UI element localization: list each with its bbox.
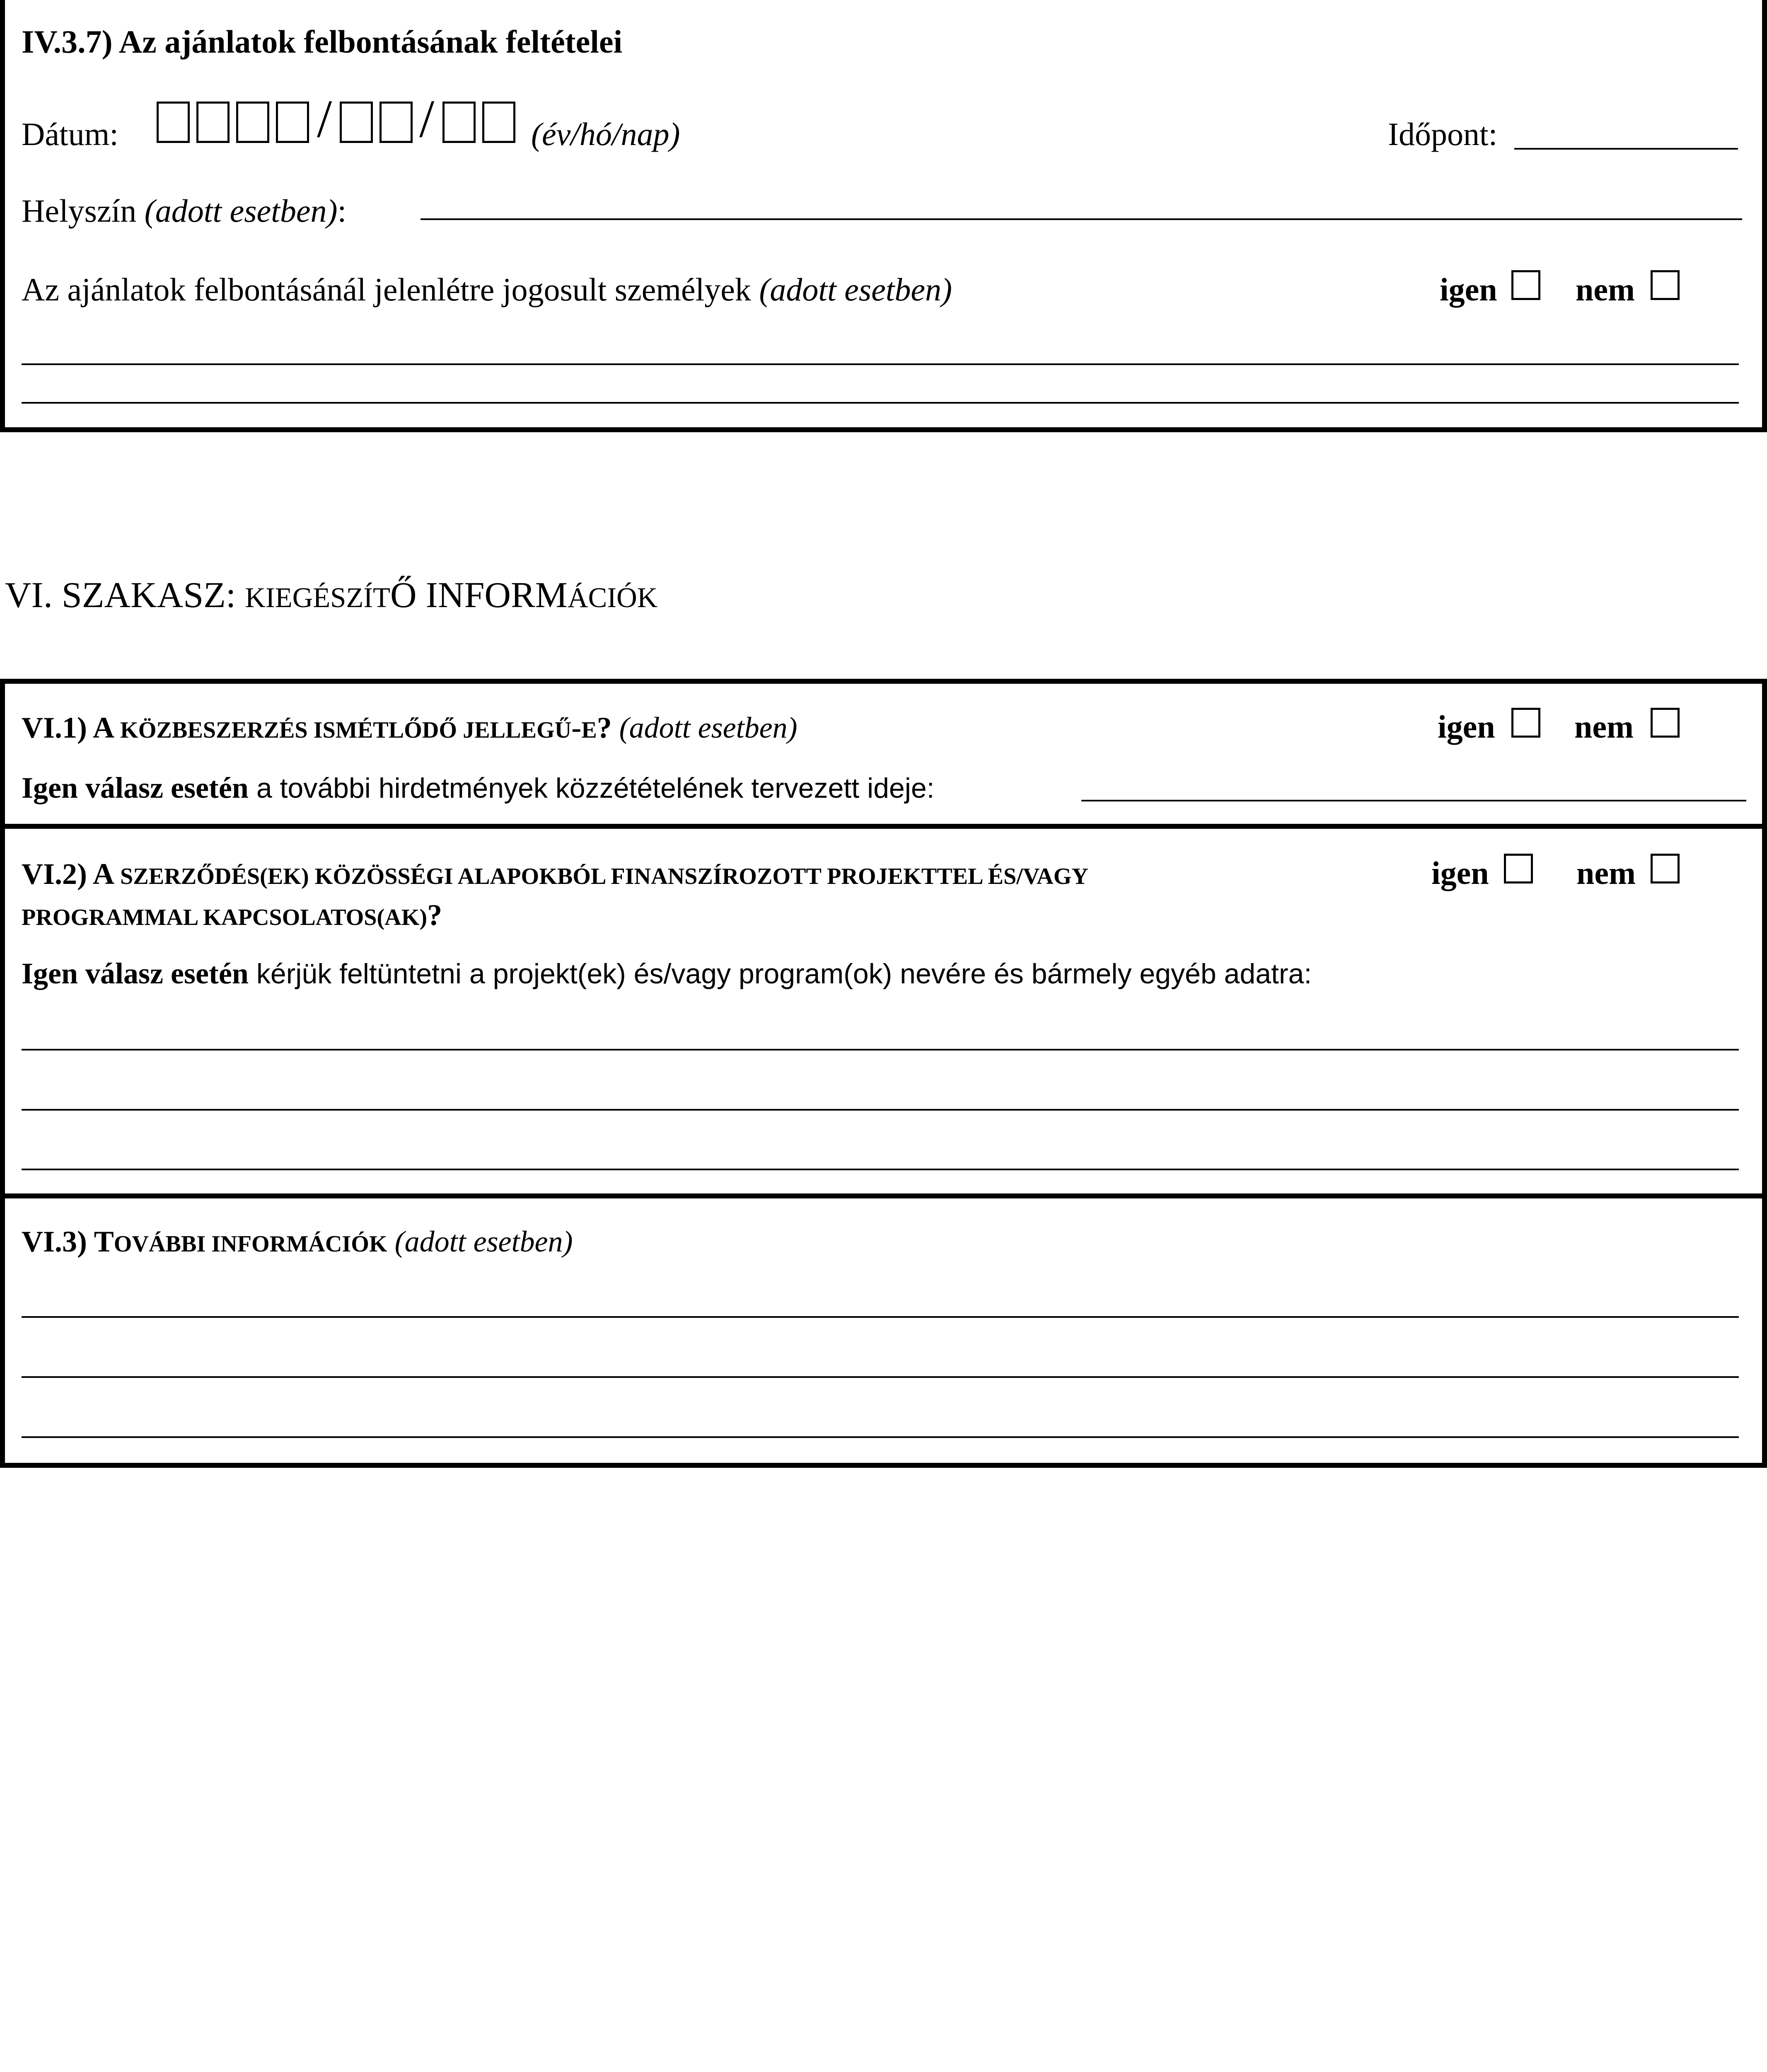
date-year-digit-4[interactable] — [276, 102, 309, 143]
persons-no-label: nem — [1576, 271, 1635, 307]
vi1-no-label: nem — [1574, 709, 1634, 745]
date-year-digit-1[interactable] — [157, 102, 190, 143]
vi2-input-line-2[interactable] — [22, 1109, 1739, 1111]
vi2-title-line-2: PROGRAMMAL KAPCSOLATOS(AK)? — [22, 898, 442, 932]
section-vi-heading: VI. SZAKASZ: KIEGÉSZÍTŐ INFORMÁCIÓK — [5, 575, 658, 615]
persons-label: Az ajánlatok felbontásánál jelenlétre jogosult személyek (adott esetben) — [22, 271, 952, 307]
section-title-iv-3-7: IV.3.7) Az ajánlatok felbontásának feltételei — [22, 24, 623, 60]
date-separator: / — [419, 89, 435, 149]
vi2-title-line-1: VI.2) A SZERZŐDÉS(EK) KÖZÖSSÉGI ALAPOKBÓL FINANSZÍROZOTT PROJEKTTEL ÉS/VAGY — [22, 857, 1088, 891]
vi1-if-yes-text: Igen válasz esetén a további hirdetmények közzétételének tervezett ideje: — [22, 771, 935, 804]
vi2-if-yes-text: Igen válasz esetén kérjük feltüntetni a projekt(ek) és/vagy program(ok) nevére és bármely egyéb adatra: — [22, 957, 1312, 990]
vi1-title: VI.1) A KÖZBESZERZÉS ISMÉTLŐDŐ JELLEGŰ-E? (adott esetben) — [22, 711, 798, 744]
date-month-digit-1[interactable] — [340, 102, 373, 143]
persons-yes-label: igen — [1440, 271, 1497, 307]
time-input-line[interactable] — [1514, 148, 1738, 150]
vi2-input-line-1[interactable] — [22, 1049, 1739, 1051]
vi2-yes-checkbox[interactable] — [1504, 854, 1533, 884]
persons-input-line-2[interactable] — [22, 402, 1739, 404]
vi3-input-line-2[interactable] — [22, 1376, 1739, 1378]
date-day-digit-1[interactable] — [442, 102, 476, 143]
date-year-digit-2[interactable] — [196, 102, 230, 143]
vi2-no-checkbox[interactable] — [1651, 854, 1680, 884]
vi2-input-line-3[interactable] — [22, 1169, 1739, 1170]
vi2-no-label: nem — [1576, 855, 1636, 891]
vi-divider-2 — [0, 1193, 1767, 1198]
date-day-digit-2[interactable] — [482, 102, 515, 143]
date-label: Dátum: — [22, 116, 118, 152]
vi1-yes-checkbox[interactable] — [1511, 708, 1540, 738]
place-input-line[interactable] — [421, 218, 1742, 220]
vi1-yes-label: igen — [1438, 709, 1495, 745]
place-label: Helyszín (adott esetben): — [22, 193, 347, 229]
date-format-hint: (év/hó/nap) — [531, 116, 680, 152]
vi3-input-line-1[interactable] — [22, 1316, 1739, 1318]
vi1-no-checkbox[interactable] — [1651, 708, 1680, 738]
time-label: Időpont: — [1388, 116, 1498, 152]
vi3-input-line-3[interactable] — [22, 1436, 1739, 1438]
date-month-digit-2[interactable] — [380, 102, 413, 143]
date-separator: / — [317, 89, 332, 149]
persons-input-line-1[interactable] — [22, 363, 1739, 365]
vi-divider-1 — [0, 824, 1767, 829]
vi2-yes-label: igen — [1431, 855, 1489, 891]
persons-yes-checkbox[interactable] — [1511, 270, 1540, 300]
date-year-digit-3[interactable] — [236, 102, 269, 143]
persons-no-checkbox[interactable] — [1651, 270, 1680, 300]
vi3-title: VI.3) TOVÁBBI INFORMÁCIÓK (adott esetben) — [22, 1225, 573, 1258]
vi1-date-input-line[interactable] — [1081, 800, 1746, 801]
